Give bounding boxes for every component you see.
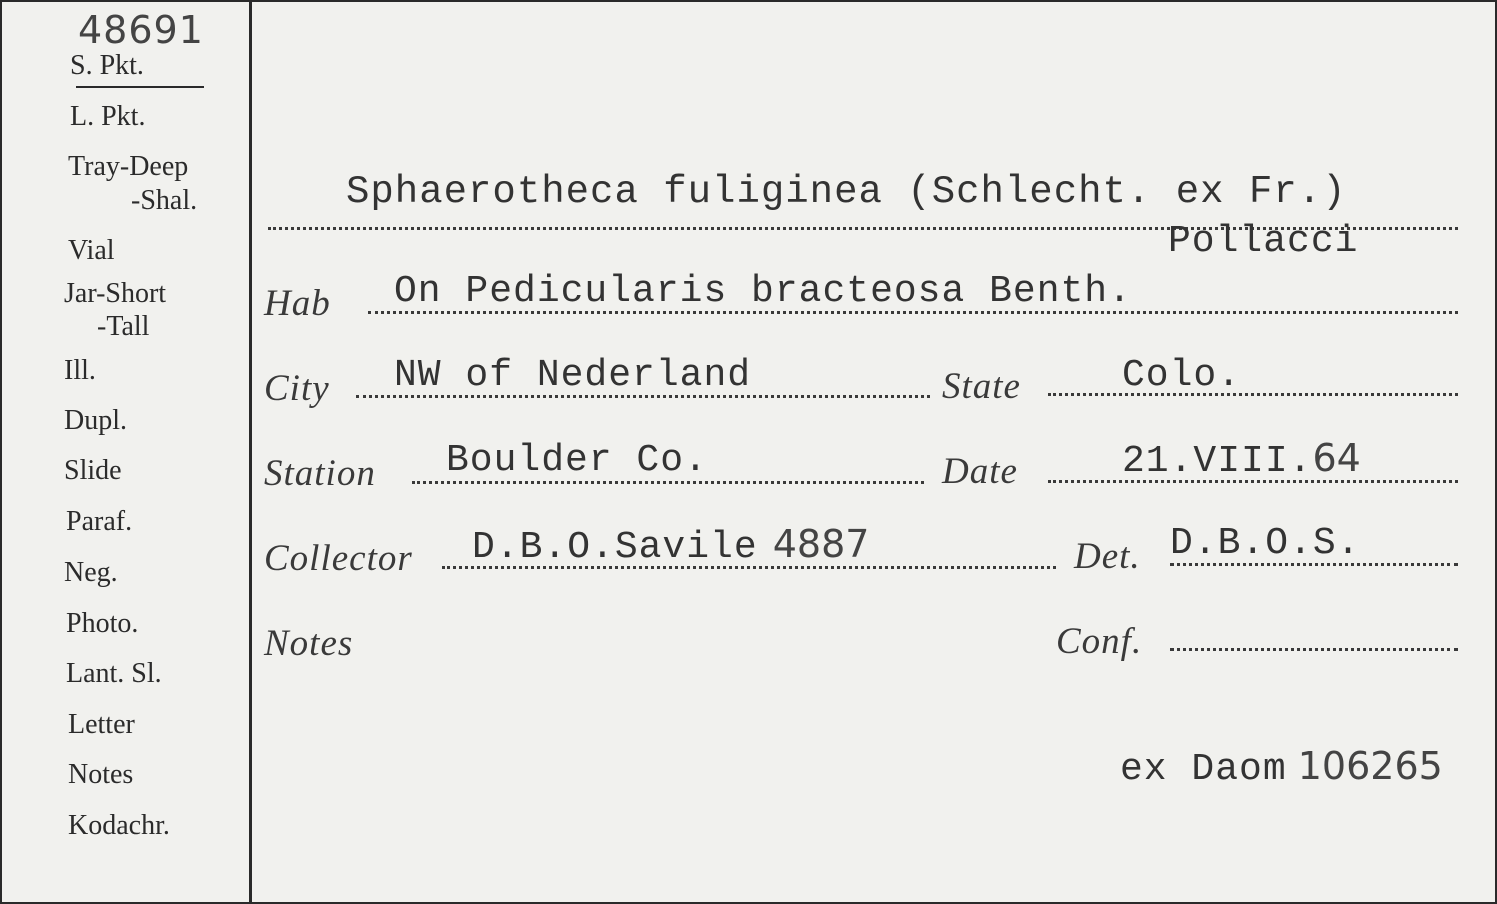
det-label: Det. xyxy=(1074,536,1141,577)
storage-lant-sl: Lant. Sl. xyxy=(66,658,162,689)
specimen-name: Sphaerotheca fuliginea (Schlecht. ex Fr.) xyxy=(346,170,1347,214)
source-typed: ex Daom xyxy=(1120,748,1287,791)
date-label: Date xyxy=(942,451,1018,492)
collector-value xyxy=(472,522,869,569)
det-value: D.B.O.S. xyxy=(1170,522,1361,565)
storage-tray-deep: Tray-Deep xyxy=(68,151,189,182)
storage-kodachr: Kodachr. xyxy=(68,810,170,841)
storage-l-pkt: L. Pkt. xyxy=(70,101,146,132)
storage-jar-tall: -Tall xyxy=(97,311,150,342)
station-value: Boulder Co. xyxy=(446,439,708,482)
state-dotted-line xyxy=(1048,393,1458,396)
column-divider xyxy=(249,2,252,904)
conf-label: Conf. xyxy=(1056,621,1143,662)
source-number-handwritten: 106265 xyxy=(1297,744,1443,788)
date-value xyxy=(1122,436,1361,483)
collector-label: Collector xyxy=(264,538,413,579)
catalog-number: 48691 xyxy=(78,8,204,52)
storage-s-pkt: S. Pkt. xyxy=(70,50,144,81)
catalog-underline xyxy=(76,86,204,88)
date-handwritten: 64 xyxy=(1312,436,1361,480)
storage-letter: Letter xyxy=(68,709,135,740)
storage-slide: Slide xyxy=(64,455,122,486)
state-label: State xyxy=(942,366,1021,407)
station-label: Station xyxy=(264,453,376,494)
specimen-authority: Pollacci xyxy=(1168,220,1359,263)
hab-label: Hab xyxy=(264,283,331,324)
storage-tray-shal: -Shal. xyxy=(131,185,198,216)
storage-dupl: Dupl. xyxy=(64,405,127,436)
conf-dotted-line xyxy=(1170,648,1458,651)
storage-vial: Vial xyxy=(68,235,115,266)
date-typed: 21.VIII. xyxy=(1122,440,1313,483)
source-reference xyxy=(1120,744,1443,791)
storage-notes: Notes xyxy=(68,759,134,790)
storage-photo: Photo. xyxy=(66,608,139,639)
city-label: City xyxy=(264,368,330,409)
hab-value: On Pedicularis bracteosa Benth. xyxy=(394,270,1132,313)
city-value: NW of Nederland xyxy=(394,354,752,397)
state-value: Colo. xyxy=(1122,354,1242,397)
notes-label: Notes xyxy=(264,623,354,664)
storage-paraf: Paraf. xyxy=(66,506,133,537)
collector-typed: D.B.O.Savile xyxy=(472,526,758,569)
storage-jar-short: Jar-Short xyxy=(64,278,167,309)
storage-ill: Ill. xyxy=(64,355,96,386)
collector-number-handwritten: 4887 xyxy=(772,522,870,566)
storage-neg: Neg. xyxy=(64,557,118,588)
